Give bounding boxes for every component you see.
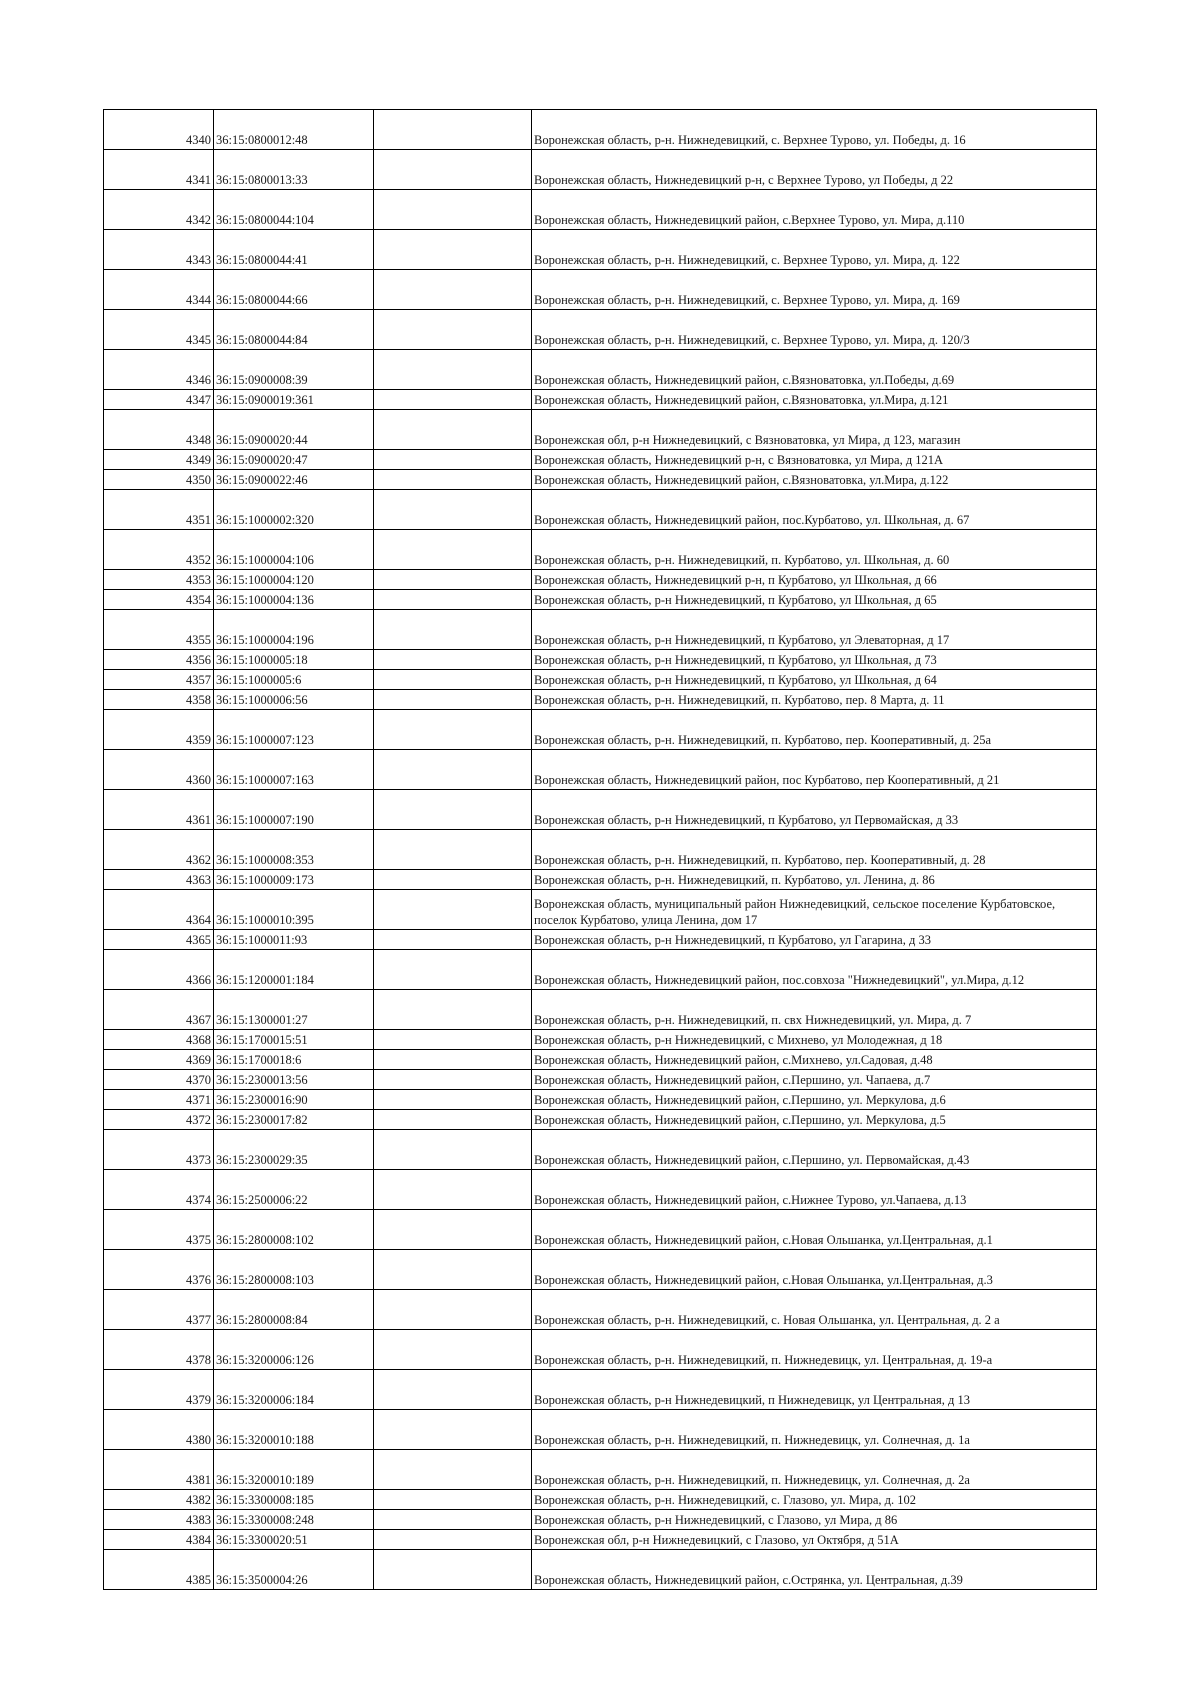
- row-number-cell: 4366: [104, 950, 214, 990]
- address-cell: Воронежская область, р-н. Нижнедевицкий, п. Нижнедевицк, ул. Солнечная, д. 1а: [532, 1410, 1097, 1450]
- empty-cell: [374, 830, 532, 870]
- address-cell: Воронежская область, Нижнедевицкий район, с.Новая Ольшанка, ул.Центральная, д.1: [532, 1210, 1097, 1250]
- address-cell: Воронежская область, р-н Нижнедевицкий, с Глазово, ул Мира, д 86: [532, 1510, 1097, 1530]
- row-number-cell: 4354: [104, 590, 214, 610]
- row-number-cell: 4379: [104, 1370, 214, 1410]
- address-cell: Воронежская область, Нижнедевицкий район, с.Першино, ул. Первомайская, д.43: [532, 1130, 1097, 1170]
- address-cell: Воронежская область, Нижнедевицкий район, пос.совхоза "Нижнедевицкий", ул.Мира, д.12: [532, 950, 1097, 990]
- cadastral-number-cell: 36:15:1200001:184: [214, 950, 374, 990]
- cadastral-number-cell: 36:15:1000006:56: [214, 690, 374, 710]
- row-number-cell: 4361: [104, 790, 214, 830]
- cadastral-number-cell: 36:15:2500006:22: [214, 1170, 374, 1210]
- row-number-cell: 4346: [104, 350, 214, 390]
- address-cell: Воронежская область, р-н. Нижнедевицкий, с. Глазово, ул. Мира, д. 102: [532, 1490, 1097, 1510]
- table-row: [104, 1250, 1097, 1290]
- cadastral-number-cell: 36:15:1000004:136: [214, 590, 374, 610]
- empty-cell: [374, 1050, 532, 1070]
- address-cell: Воронежская область, р-н Нижнедевицкий, п Курбатово, ул Гагарина, д 33: [532, 930, 1097, 950]
- empty-cell: [374, 1290, 532, 1330]
- table-row: [104, 150, 1097, 190]
- empty-cell: [374, 390, 532, 410]
- empty-cell: [374, 1510, 532, 1530]
- row-number-cell: 4364: [104, 890, 214, 930]
- property-table-body: [104, 110, 1097, 1590]
- table-row: [104, 410, 1097, 450]
- cadastral-number-cell: 36:15:0900020:47: [214, 450, 374, 470]
- row-number-cell: 4362: [104, 830, 214, 870]
- row-number-cell: 4345: [104, 310, 214, 350]
- table-row: [104, 1530, 1097, 1550]
- row-number-cell: 4353: [104, 570, 214, 590]
- table-row: [104, 1510, 1097, 1530]
- empty-cell: [374, 710, 532, 750]
- address-cell: Воронежская область, Нижнедевицкий район, пос Курбатово, пер Кооперативный, д 21: [532, 750, 1097, 790]
- table-row: [104, 870, 1097, 890]
- cadastral-number-cell: 36:15:1000004:106: [214, 530, 374, 570]
- cadastral-number-cell: 36:15:2300017:82: [214, 1110, 374, 1130]
- cadastral-number-cell: 36:15:2300013:56: [214, 1070, 374, 1090]
- empty-cell: [374, 410, 532, 450]
- address-cell: Воронежская область, Нижнедевицкий район, с.Нижнее Турово, ул.Чапаева, д.13: [532, 1170, 1097, 1210]
- address-cell: Воронежская область, р-н. Нижнедевицкий, с. Верхнее Турово, ул. Мира, д. 122: [532, 230, 1097, 270]
- cadastral-number-cell: 36:15:0900020:44: [214, 410, 374, 450]
- cadastral-number-cell: 36:15:1000008:353: [214, 830, 374, 870]
- row-number-cell: 4376: [104, 1250, 214, 1290]
- table-row: [104, 990, 1097, 1030]
- row-number-cell: 4340: [104, 110, 214, 150]
- address-cell: Воронежская область, Нижнедевицкий район, с.Першино, ул. Меркулова, д.6: [532, 1090, 1097, 1110]
- address-cell: Воронежская область, р-н. Нижнедевицкий, п. Курбатово, пер. Кооперативный, д. 25а: [532, 710, 1097, 750]
- cadastral-number-cell: 36:15:1700018:6: [214, 1050, 374, 1070]
- cadastral-number-cell: 36:15:1000002:320: [214, 490, 374, 530]
- row-number-cell: 4344: [104, 270, 214, 310]
- cadastral-number-cell: 36:15:0900022:46: [214, 470, 374, 490]
- cadastral-number-cell: 36:15:0800044:104: [214, 190, 374, 230]
- row-number-cell: 4358: [104, 690, 214, 710]
- empty-cell: [374, 450, 532, 470]
- empty-cell: [374, 670, 532, 690]
- address-cell: Воронежская область, муниципальный район Нижнедевицкий, сельское поселение Курбатовское, поселок Курбатово, улица Ленина, дом 17: [532, 890, 1097, 930]
- empty-cell: [374, 1410, 532, 1450]
- empty-cell: [374, 890, 532, 930]
- empty-cell: [374, 1070, 532, 1090]
- table-row: [104, 610, 1097, 650]
- table-row: [104, 450, 1097, 470]
- empty-cell: [374, 690, 532, 710]
- row-number-cell: 4377: [104, 1290, 214, 1330]
- table-row: [104, 230, 1097, 270]
- cadastral-number-cell: 36:15:1000007:163: [214, 750, 374, 790]
- address-cell: Воронежская область, Нижнедевицкий район, с.Вязноватовка, ул.Мира, д.122: [532, 470, 1097, 490]
- address-cell: Воронежская область, Нижнедевицкий район, с.Верхнее Турово, ул. Мира, д.110: [532, 190, 1097, 230]
- row-number-cell: 4367: [104, 990, 214, 1030]
- cadastral-number-cell: 36:15:1000011:93: [214, 930, 374, 950]
- cadastral-number-cell: 36:15:3500004:26: [214, 1550, 374, 1590]
- table-row: [104, 310, 1097, 350]
- row-number-cell: 4370: [104, 1070, 214, 1090]
- row-number-cell: 4385: [104, 1550, 214, 1590]
- address-cell: Воронежская область, Нижнедевицкий район, с.Острянка, ул. Центральная, д.39: [532, 1550, 1097, 1590]
- empty-cell: [374, 230, 532, 270]
- empty-cell: [374, 930, 532, 950]
- address-cell: Воронежская область, Нижнедевицкий р-н, с Верхнее Турово, ул Победы, д 22: [532, 150, 1097, 190]
- table-row: [104, 350, 1097, 390]
- empty-cell: [374, 310, 532, 350]
- table-row: [104, 1210, 1097, 1250]
- row-number-cell: 4363: [104, 870, 214, 890]
- row-number-cell: 4357: [104, 670, 214, 690]
- table-row: [104, 1370, 1097, 1410]
- table-row: [104, 650, 1097, 670]
- table-row: [104, 1450, 1097, 1490]
- empty-cell: [374, 1330, 532, 1370]
- cadastral-number-cell: 36:15:3200010:188: [214, 1410, 374, 1450]
- row-number-cell: 4381: [104, 1450, 214, 1490]
- table-row: [104, 1330, 1097, 1370]
- table-row: [104, 1070, 1097, 1090]
- cadastral-number-cell: 36:15:1000004:196: [214, 610, 374, 650]
- table-row: [104, 1490, 1097, 1510]
- address-cell: Воронежская область, р-н. Нижнедевицкий, с. Верхнее Турово, ул. Мира, д. 120/3: [532, 310, 1097, 350]
- table-row: [104, 270, 1097, 310]
- cadastral-number-cell: 36:15:3300008:185: [214, 1490, 374, 1510]
- cadastral-number-cell: 36:15:3300020:51: [214, 1530, 374, 1550]
- address-cell: Воронежская область, Нижнедевицкий р-н, с Вязноватовка, ул Мира, д 121А: [532, 450, 1097, 470]
- row-number-cell: 4382: [104, 1490, 214, 1510]
- empty-cell: [374, 150, 532, 190]
- row-number-cell: 4383: [104, 1510, 214, 1530]
- cadastral-number-cell: 36:15:1000007:190: [214, 790, 374, 830]
- table-row: [104, 470, 1097, 490]
- cadastral-number-cell: 36:15:1000009:173: [214, 870, 374, 890]
- empty-cell: [374, 1210, 532, 1250]
- property-table: [103, 109, 1097, 1590]
- cadastral-number-cell: 36:15:1000005:18: [214, 650, 374, 670]
- table-row: [104, 1030, 1097, 1050]
- address-cell: Воронежская область, р-н. Нижнедевицкий, п. Курбатово, пер. 8 Марта, д. 11: [532, 690, 1097, 710]
- cadastral-number-cell: 36:15:2800008:84: [214, 1290, 374, 1330]
- table-row: [104, 1130, 1097, 1170]
- address-cell: Воронежская область, Нижнедевицкий район, с.Вязноватовка, ул.Победы, д.69: [532, 350, 1097, 390]
- empty-cell: [374, 1090, 532, 1110]
- cadastral-number-cell: 36:15:0800044:66: [214, 270, 374, 310]
- empty-cell: [374, 1530, 532, 1550]
- address-cell: Воронежская область, р-н Нижнедевицкий, с Михнево, ул Молодежная, д 18: [532, 1030, 1097, 1050]
- row-number-cell: 4359: [104, 710, 214, 750]
- table-row: [104, 490, 1097, 530]
- table-row: [104, 950, 1097, 990]
- empty-cell: [374, 1250, 532, 1290]
- address-cell: Воронежская область, Нижнедевицкий район, с.Михнево, ул.Садовая, д.48: [532, 1050, 1097, 1070]
- address-cell: Воронежская область, р-н. Нижнедевицкий, п. Нижнедевицк, ул. Центральная, д. 19-а: [532, 1330, 1097, 1370]
- empty-cell: [374, 790, 532, 830]
- address-cell: Воронежская область, р-н. Нижнедевицкий, п. Курбатово, ул. Ленина, д. 86: [532, 870, 1097, 890]
- table-row: [104, 790, 1097, 830]
- empty-cell: [374, 990, 532, 1030]
- empty-cell: [374, 1110, 532, 1130]
- row-number-cell: 4378: [104, 1330, 214, 1370]
- cadastral-number-cell: 36:15:2300016:90: [214, 1090, 374, 1110]
- empty-cell: [374, 1550, 532, 1590]
- row-number-cell: 4360: [104, 750, 214, 790]
- table-row: [104, 1110, 1097, 1130]
- table-row: [104, 670, 1097, 690]
- row-number-cell: 4348: [104, 410, 214, 450]
- address-cell: Воронежская область, р-н. Нижнедевицкий, п. Курбатово, пер. Кооперативный, д. 28: [532, 830, 1097, 870]
- empty-cell: [374, 1030, 532, 1050]
- empty-cell: [374, 610, 532, 650]
- address-cell: Воронежская область, Нижнедевицкий район, с.Першино, ул. Чапаева, д.7: [532, 1070, 1097, 1090]
- address-cell: Воронежская область, р-н Нижнедевицкий, п Курбатово, ул Элеваторная, д 17: [532, 610, 1097, 650]
- cadastral-number-cell: 36:15:1000010:395: [214, 890, 374, 930]
- address-cell: Воронежская область, Нижнедевицкий район, с.Новая Ольшанка, ул.Центральная, д.3: [532, 1250, 1097, 1290]
- cadastral-number-cell: 36:15:0800044:41: [214, 230, 374, 270]
- empty-cell: [374, 190, 532, 230]
- cadastral-number-cell: 36:15:0900019:361: [214, 390, 374, 410]
- cadastral-number-cell: 36:15:0800012:48: [214, 110, 374, 150]
- table-row: [104, 930, 1097, 950]
- cadastral-number-cell: 36:15:1300001:27: [214, 990, 374, 1030]
- empty-cell: [374, 270, 532, 310]
- table-row: [104, 590, 1097, 610]
- address-cell: Воронежская область, р-н Нижнедевицкий, п Курбатово, ул Школьная, д 73: [532, 650, 1097, 670]
- row-number-cell: 4371: [104, 1090, 214, 1110]
- table-row: [104, 570, 1097, 590]
- row-number-cell: 4365: [104, 930, 214, 950]
- cadastral-number-cell: 36:15:1000004:120: [214, 570, 374, 590]
- table-row: [104, 690, 1097, 710]
- row-number-cell: 4352: [104, 530, 214, 570]
- address-cell: Воронежская область, р-н Нижнедевицкий, п Курбатово, ул Первомайская, д 33: [532, 790, 1097, 830]
- table-row: [104, 110, 1097, 150]
- table-row: [104, 190, 1097, 230]
- cadastral-number-cell: 36:15:2300029:35: [214, 1130, 374, 1170]
- row-number-cell: 4356: [104, 650, 214, 670]
- empty-cell: [374, 570, 532, 590]
- row-number-cell: 4341: [104, 150, 214, 190]
- empty-cell: [374, 590, 532, 610]
- empty-cell: [374, 950, 532, 990]
- row-number-cell: 4350: [104, 470, 214, 490]
- row-number-cell: 4373: [104, 1130, 214, 1170]
- table-row: [104, 390, 1097, 410]
- empty-cell: [374, 750, 532, 790]
- empty-cell: [374, 1490, 532, 1510]
- row-number-cell: 4368: [104, 1030, 214, 1050]
- empty-cell: [374, 870, 532, 890]
- table-row: [104, 1170, 1097, 1210]
- table-row: [104, 890, 1097, 930]
- address-cell: Воронежская обл, р-н Нижнедевицкий, с Вязноватовка, ул Мира, д 123, магазин: [532, 410, 1097, 450]
- cadastral-number-cell: 36:15:3200010:189: [214, 1450, 374, 1490]
- empty-cell: [374, 1370, 532, 1410]
- cadastral-number-cell: 36:15:0900008:39: [214, 350, 374, 390]
- cadastral-number-cell: 36:15:1700015:51: [214, 1030, 374, 1050]
- row-number-cell: 4384: [104, 1530, 214, 1550]
- empty-cell: [374, 470, 532, 490]
- address-cell: Воронежская область, р-н. Нижнедевицкий, п. свх Нижнедевицкий, ул. Мира, д. 7: [532, 990, 1097, 1030]
- empty-cell: [374, 1130, 532, 1170]
- address-cell: Воронежская область, р-н Нижнедевицкий, п Нижнедевицк, ул Центральная, д 13: [532, 1370, 1097, 1410]
- cadastral-number-cell: 36:15:3300008:248: [214, 1510, 374, 1530]
- empty-cell: [374, 350, 532, 390]
- cadastral-number-cell: 36:15:1000007:123: [214, 710, 374, 750]
- cadastral-number-cell: 36:15:0800013:33: [214, 150, 374, 190]
- address-cell: Воронежская область, р-н. Нижнедевицкий, с. Верхнее Турово, ул. Мира, д. 169: [532, 270, 1097, 310]
- table-row: [104, 750, 1097, 790]
- cadastral-number-cell: 36:15:0800044:84: [214, 310, 374, 350]
- cadastral-number-cell: 36:15:3200006:184: [214, 1370, 374, 1410]
- row-number-cell: 4372: [104, 1110, 214, 1130]
- empty-cell: [374, 1450, 532, 1490]
- row-number-cell: 4343: [104, 230, 214, 270]
- row-number-cell: 4349: [104, 450, 214, 470]
- address-cell: Воронежская область, р-н. Нижнедевицкий, п. Курбатово, ул. Школьная, д. 60: [532, 530, 1097, 570]
- row-number-cell: 4351: [104, 490, 214, 530]
- table-row: [104, 530, 1097, 570]
- table-row: [104, 1050, 1097, 1070]
- empty-cell: [374, 1170, 532, 1210]
- table-row: [104, 710, 1097, 750]
- empty-cell: [374, 530, 532, 570]
- row-number-cell: 4355: [104, 610, 214, 650]
- cadastral-number-cell: 36:15:2800008:103: [214, 1250, 374, 1290]
- empty-cell: [374, 650, 532, 670]
- table-row: [104, 830, 1097, 870]
- cadastral-number-cell: 36:15:1000005:6: [214, 670, 374, 690]
- address-cell: Воронежская область, Нижнедевицкий район, с.Першино, ул. Меркулова, д.5: [532, 1110, 1097, 1130]
- address-cell: Воронежская область, р-н Нижнедевицкий, п Курбатово, ул Школьная, д 64: [532, 670, 1097, 690]
- address-cell: Воронежская область, р-н. Нижнедевицкий, с. Новая Ольшанка, ул. Центральная, д. 2 а: [532, 1290, 1097, 1330]
- cadastral-number-cell: 36:15:3200006:126: [214, 1330, 374, 1370]
- row-number-cell: 4375: [104, 1210, 214, 1250]
- row-number-cell: 4380: [104, 1410, 214, 1450]
- row-number-cell: 4374: [104, 1170, 214, 1210]
- address-cell: Воронежская область, р-н Нижнедевицкий, п Курбатово, ул Школьная, д 65: [532, 590, 1097, 610]
- address-cell: Воронежская область, р-н. Нижнедевицкий, с. Верхнее Турово, ул. Победы, д. 16: [532, 110, 1097, 150]
- empty-cell: [374, 490, 532, 530]
- address-cell: Воронежская область, р-н. Нижнедевицкий, п. Нижнедевицк, ул. Солнечная, д. 2а: [532, 1450, 1097, 1490]
- cadastral-number-cell: 36:15:2800008:102: [214, 1210, 374, 1250]
- row-number-cell: 4347: [104, 390, 214, 410]
- table-row: [104, 1550, 1097, 1590]
- table-row: [104, 1290, 1097, 1330]
- address-cell: Воронежская область, Нижнедевицкий район, пос.Курбатово, ул. Школьная, д. 67: [532, 490, 1097, 530]
- table-row: [104, 1090, 1097, 1110]
- address-cell: Воронежская обл, р-н Нижнедевицкий, с Глазово, ул Октября, д 51А: [532, 1530, 1097, 1550]
- row-number-cell: 4342: [104, 190, 214, 230]
- row-number-cell: 4369: [104, 1050, 214, 1070]
- table-row: [104, 1410, 1097, 1450]
- address-cell: Воронежская область, Нижнедевицкий р-н, п Курбатово, ул Школьная, д 66: [532, 570, 1097, 590]
- empty-cell: [374, 110, 532, 150]
- address-cell: Воронежская область, Нижнедевицкий район, с.Вязноватовка, ул.Мира, д.121: [532, 390, 1097, 410]
